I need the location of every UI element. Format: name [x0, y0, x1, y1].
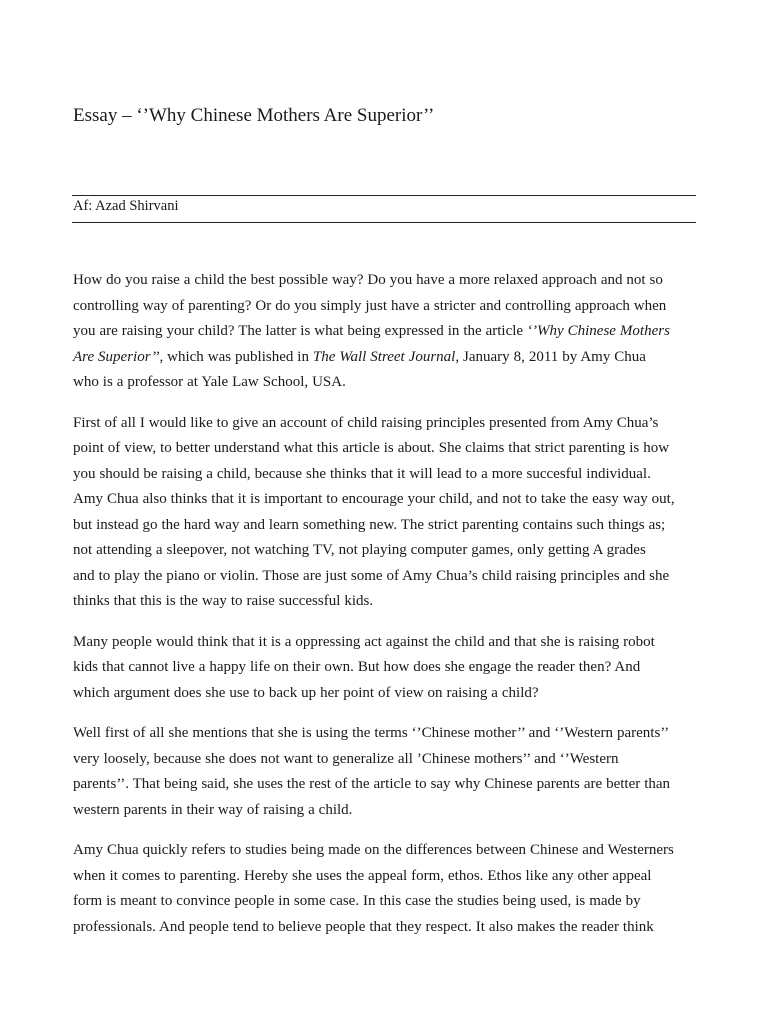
- text-line: you should be raising a child, because she thinks that it will lead to a more succesful individual.: [73, 465, 651, 482]
- text-line: when it comes to parenting. Hereby she uses the appeal form, ethos. Ethos like any other appeal: [73, 867, 652, 884]
- text-segment: you are raising your child? The latter is what being expressed in the article: [73, 323, 528, 339]
- text-line: western parents in their way of raising a child.: [73, 801, 353, 818]
- text-line: How do you raise a child the best possible way? Do you have a more relaxed approach and not so: [73, 272, 663, 288]
- text-line: kids that cannot live a happy life on their own. But how does she engage the reader then? And: [73, 659, 641, 675]
- essay-title: Essay – ‘’Why Chinese Mothers Are Superior’’: [73, 105, 435, 126]
- paragraph-intro: [73, 268, 703, 396]
- text-line: Well first of all she mentions that she is using the terms ‘’Chinese mother’’ and ‘’Western parents’’: [73, 725, 670, 741]
- text-line: Amy Chua quickly refers to studies being made on the differences between Chinese and Westerners: [73, 842, 674, 858]
- article-title-italic: Are Superior’’: [73, 348, 160, 365]
- author-rule-top: [72, 195, 696, 196]
- text-line: who is a professor at Yale Law School, USA.: [73, 374, 346, 390]
- text-line: parents’’. That being said, she uses the rest of the article to say why Chinese parents are better than: [73, 776, 671, 792]
- text-line: [73, 319, 703, 345]
- text-line: which argument does she use to back up her point of view on raising a child?: [73, 684, 539, 701]
- author-rule-bottom: [72, 222, 696, 223]
- paragraph-terms: [73, 721, 703, 823]
- text-line: Many people would think that it is a oppressing act against the child and that she is raising robot: [73, 633, 655, 650]
- text-line: form is meant to convince people in some case. In this case the studies being used, is made by: [73, 893, 641, 909]
- text-line: and to play the piano or violin. Those are just some of Amy Chua’s child raising principles and she: [73, 567, 670, 584]
- text-line: [73, 345, 703, 371]
- text-line: professionals. And people tend to believe people that they respect. It also makes the reader think: [73, 918, 654, 935]
- publication-name-italic: The Wall Street Journal: [312, 348, 456, 365]
- text-line: controlling way of parenting? Or do you simply just have a stricter and controlling approach when: [73, 297, 667, 314]
- essay-body: [73, 268, 703, 955]
- text-segment: , January 8, 2011 by Amy Chua: [455, 348, 646, 365]
- paragraph-principles: [73, 411, 703, 615]
- text-line: not attending a sleepover, not watching TV, not playing computer games, only getting A grades: [73, 542, 646, 558]
- article-title-italic: ‘’Why Chinese Mothers: [527, 323, 670, 339]
- text-line: point of view, to better understand what this article is about. She claims that strict parenting is how: [73, 440, 670, 456]
- text-line: but instead go the hard way and learn something new. The strict parenting contains such things as;: [73, 516, 666, 533]
- paragraph-engagement: [73, 630, 703, 707]
- text-line: First of all I would like to give an account of child raising principles presented from Amy Chua’s: [73, 414, 659, 431]
- author-line: Af: Azad Shirvani: [73, 198, 179, 214]
- paragraph-ethos: [73, 838, 703, 940]
- text-line: thinks that this is the way to raise successful kids.: [73, 593, 374, 609]
- text-segment: , which was published in: [159, 348, 313, 365]
- text-line: very loosely, because she does not want to generalize all ’Chinese mothers’’ and ‘’Western: [73, 750, 619, 767]
- text-line: Amy Chua also thinks that it is important to encourage your child, and not to take the easy way out,: [73, 491, 675, 507]
